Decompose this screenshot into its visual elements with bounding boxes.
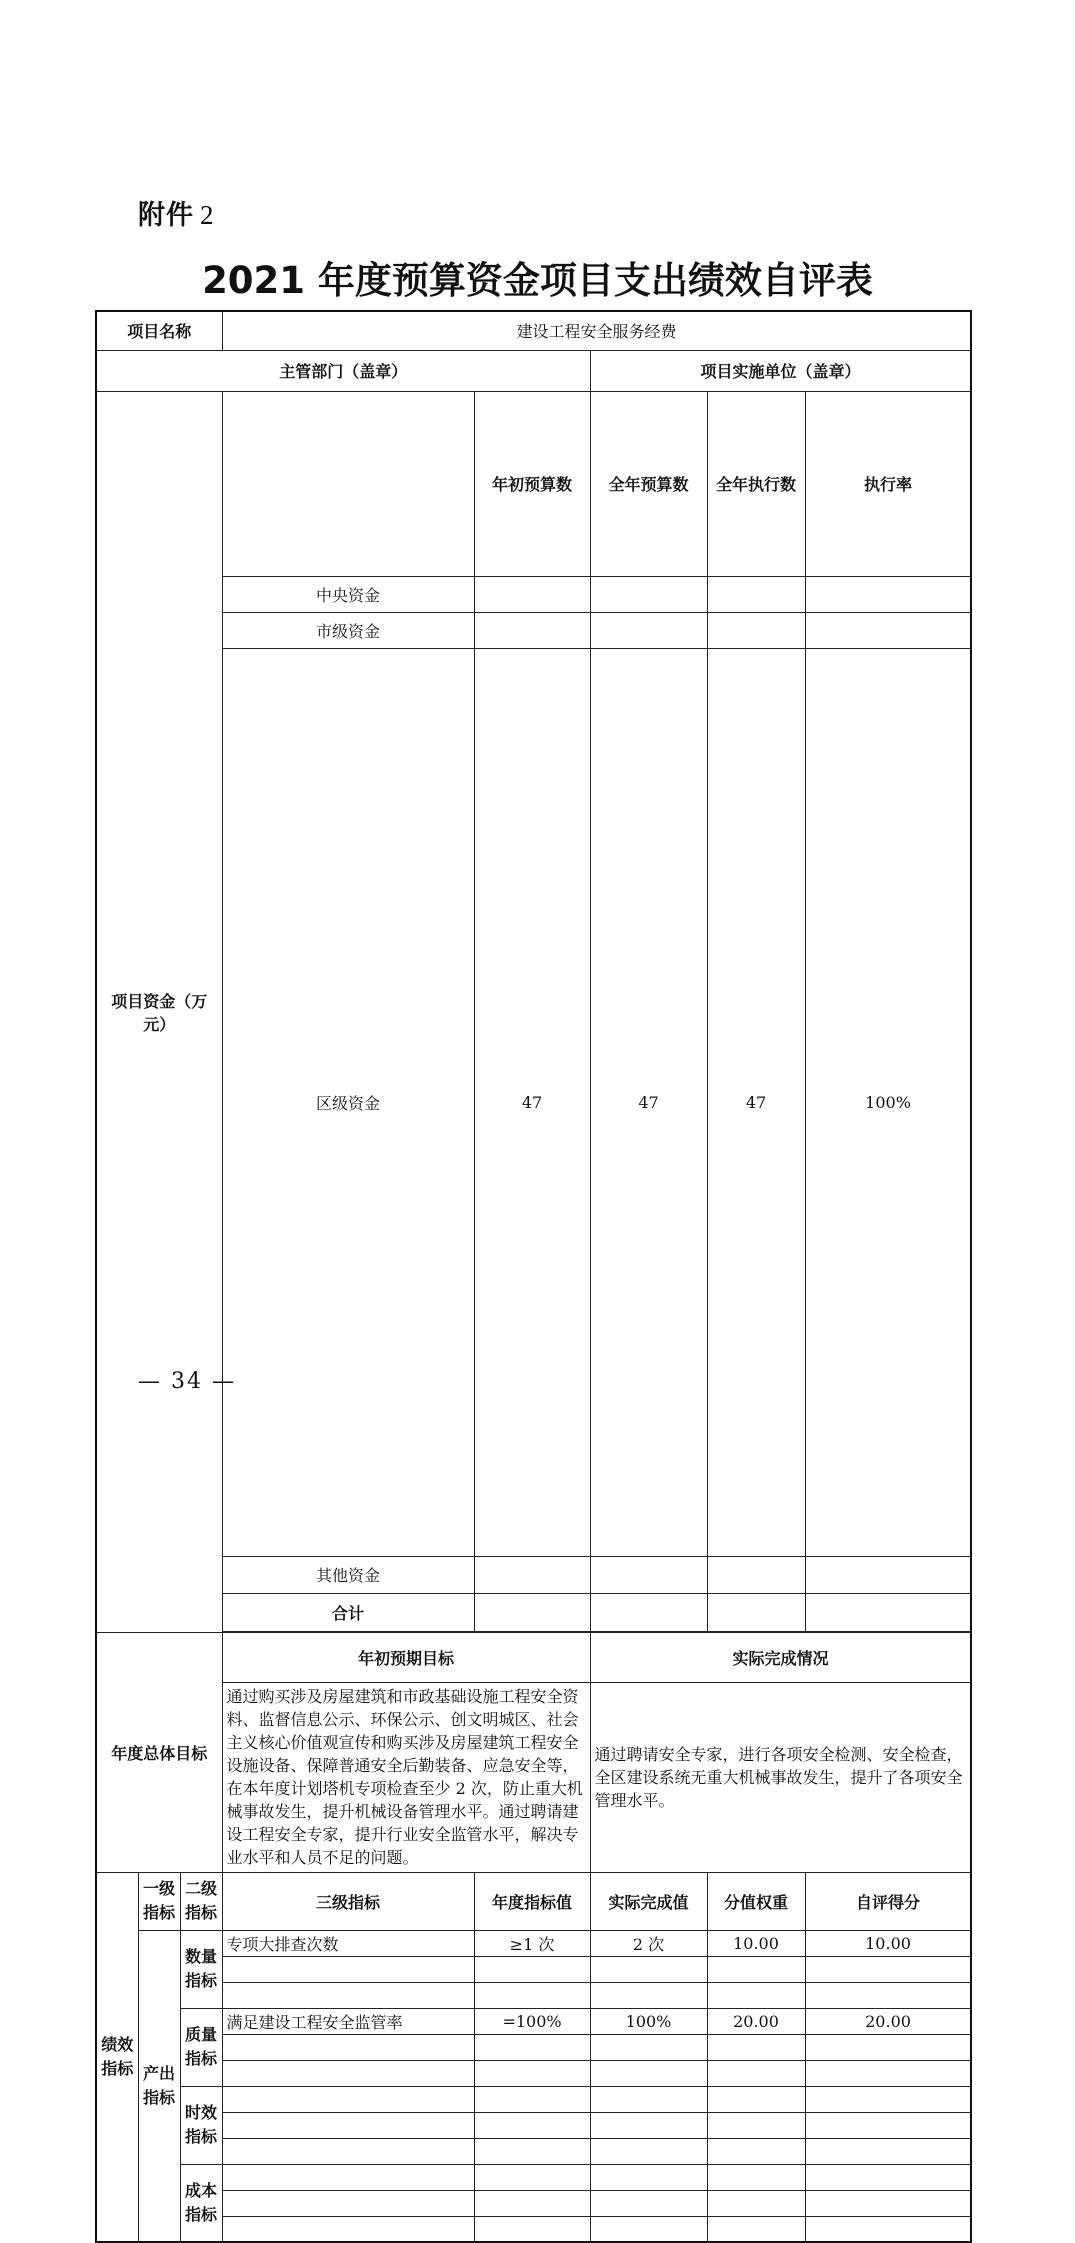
funds-cell xyxy=(805,576,971,612)
funds-cell xyxy=(590,612,707,648)
indicator-target xyxy=(474,1956,590,1982)
indicator-actual: 2 次 xyxy=(590,1930,707,1956)
indicator-name xyxy=(222,2216,474,2242)
indicator-group-quality: 质量指标 xyxy=(180,2008,222,2086)
indicator-weight xyxy=(707,2216,805,2242)
indicator-weight: 10.00 xyxy=(707,1930,805,1956)
indicators-header-level2: 二级指标 xyxy=(180,1872,222,1930)
indicator-score xyxy=(805,1982,971,2008)
funds-cell: 47 xyxy=(590,648,707,1556)
funds-row-label: 其他资金 xyxy=(222,1556,474,1593)
indicator-actual xyxy=(590,2190,707,2216)
indicator-name: 专项大排查次数 xyxy=(222,1930,474,1956)
funds-header-annual: 全年预算数 xyxy=(590,391,707,576)
indicator-actual xyxy=(590,1956,707,1982)
indicator-name xyxy=(222,1956,474,1982)
funds-section-label: 项目资金（万元） xyxy=(96,391,222,1632)
project-name-value: 建设工程安全服务经费 xyxy=(222,311,971,350)
funds-cell xyxy=(805,1556,971,1593)
indicator-weight xyxy=(707,2164,805,2190)
indicator-target xyxy=(474,2216,590,2242)
funds-cell xyxy=(805,1593,971,1631)
indicator-actual xyxy=(590,1982,707,2008)
indicators-header-score: 自评得分 xyxy=(805,1872,971,1930)
goals-expected-text: 通过购买涉及房屋建筑和市政基础设施工程安全资料、监督信息公示、环保公示、创文明城区、社会主义核心价值观宣传和购买涉及房屋建筑工程安全设施设备、保障普通安全后勤装备、应急安全等，在本年度计划塔机专项检查至少 2 次，防止重大机械事故发生，提升机械设备管理水平。通过聘请建设工程安全专家，提升行业安全监管水平，解决专业水平和人员不足的问题。 xyxy=(222,1682,590,1872)
indicator-weight xyxy=(707,2190,805,2216)
indicators-header-target: 年度指标值 xyxy=(474,1872,590,1930)
supervisor-dept-label: 主管部门（盖章） xyxy=(96,350,590,391)
indicator-weight xyxy=(707,1982,805,2008)
indicator-weight xyxy=(707,2086,805,2112)
attachment-word: 附件 xyxy=(138,200,194,231)
funds-cell: 47 xyxy=(474,648,590,1556)
project-name-label: 项目名称 xyxy=(96,311,222,350)
funds-total-label: 合计 xyxy=(222,1593,474,1631)
implementer-label: 项目实施单位（盖章） xyxy=(590,350,971,391)
indicator-name xyxy=(222,2138,474,2164)
indicator-weight xyxy=(707,1956,805,1982)
indicator-score xyxy=(805,2034,971,2060)
indicator-target xyxy=(474,2060,590,2086)
goals-section-label: 年度总体目标 xyxy=(96,1632,222,1872)
indicator-score xyxy=(805,2112,971,2138)
indicators-section-label: 绩效指标 xyxy=(96,1872,138,2242)
indicator-actual xyxy=(590,2138,707,2164)
funds-header-blank xyxy=(222,391,474,576)
funds-cell: 47 xyxy=(707,648,805,1556)
indicator-score xyxy=(805,2190,971,2216)
indicator-score xyxy=(805,2086,971,2112)
indicator-target xyxy=(474,2190,590,2216)
indicator-score xyxy=(805,2138,971,2164)
indicator-target xyxy=(474,2112,590,2138)
indicator-name xyxy=(222,2190,474,2216)
funds-cell xyxy=(707,612,805,648)
funds-cell xyxy=(590,576,707,612)
indicator-target: =100% xyxy=(474,2008,590,2034)
funds-header-initial: 年初预算数 xyxy=(474,391,590,576)
funds-cell xyxy=(590,1593,707,1631)
indicator-weight xyxy=(707,2138,805,2164)
indicator-target xyxy=(474,2164,590,2190)
funds-cell xyxy=(590,1556,707,1593)
indicator-group-quantity: 数量指标 xyxy=(180,1930,222,2008)
indicator-actual: 100% xyxy=(590,2008,707,2034)
indicator-score xyxy=(805,2060,971,2086)
funds-row-label: 市级资金 xyxy=(222,612,474,648)
indicator-score xyxy=(805,2164,971,2190)
indicators-header-actual: 实际完成值 xyxy=(590,1872,707,1930)
indicator-actual xyxy=(590,2086,707,2112)
indicator-weight: 20.00 xyxy=(707,2008,805,2034)
funds-cell xyxy=(707,1593,805,1631)
performance-table xyxy=(95,310,972,2243)
indicator-actual xyxy=(590,2034,707,2060)
funds-cell xyxy=(474,612,590,648)
goals-actual-text: 通过聘请安全专家，进行各项安全检测、安全检查，全区建设系统无重大机械事故发生，提升了各项安全管理水平。 xyxy=(590,1682,971,1872)
indicator-actual xyxy=(590,2164,707,2190)
indicators-header-weight: 分值权重 xyxy=(707,1872,805,1930)
funds-cell xyxy=(474,1593,590,1631)
indicator-weight xyxy=(707,2112,805,2138)
indicator-score xyxy=(805,2216,971,2242)
funds-row-label: 区级资金 xyxy=(222,648,474,1556)
indicator-target xyxy=(474,1982,590,2008)
indicator-actual xyxy=(590,2216,707,2242)
indicator-name xyxy=(222,2112,474,2138)
goals-expected-label: 年初预期目标 xyxy=(222,1632,590,1682)
page-number: — 34 — xyxy=(138,1369,236,1394)
indicator-weight xyxy=(707,2034,805,2060)
indicator-group-cost: 成本指标 xyxy=(180,2164,222,2242)
goals-actual-label: 实际完成情况 xyxy=(590,1632,971,1682)
funds-cell xyxy=(707,1556,805,1593)
indicator-name xyxy=(222,2060,474,2086)
attachment-number: 2 xyxy=(200,200,215,230)
indicator-score: 10.00 xyxy=(805,1930,971,1956)
funds-cell: 100% xyxy=(805,648,971,1556)
indicator-score xyxy=(805,1956,971,1982)
indicator-actual xyxy=(590,2112,707,2138)
indicator-target xyxy=(474,2086,590,2112)
indicator-target xyxy=(474,2034,590,2060)
indicator-target: ≥1 次 xyxy=(474,1930,590,1956)
output-indicator-label: 产出指标 xyxy=(138,1930,180,2242)
funds-row-label: 中央资金 xyxy=(222,576,474,612)
funds-cell xyxy=(474,576,590,612)
indicators-header-level3: 三级指标 xyxy=(222,1872,474,1930)
indicator-actual xyxy=(590,2060,707,2086)
funds-header-executed: 全年执行数 xyxy=(707,391,805,576)
funds-cell xyxy=(707,576,805,612)
indicator-name xyxy=(222,1982,474,2008)
indicator-name xyxy=(222,2164,474,2190)
funds-cell xyxy=(805,612,971,648)
indicator-target xyxy=(474,2138,590,2164)
indicator-name: 满足建设工程安全监管率 xyxy=(222,2008,474,2034)
indicator-score: 20.00 xyxy=(805,2008,971,2034)
indicator-weight xyxy=(707,2060,805,2086)
indicator-group-timeliness: 时效指标 xyxy=(180,2086,222,2164)
attachment-label xyxy=(138,193,215,232)
indicators-header-level1: 一级指标 xyxy=(138,1872,180,1930)
funds-cell xyxy=(474,1556,590,1593)
funds-header-rate: 执行率 xyxy=(805,391,971,576)
indicator-name xyxy=(222,2034,474,2060)
page-title: 2021 年度预算资金项目支出绩效自评表 xyxy=(202,259,873,302)
indicator-name xyxy=(222,2086,474,2112)
